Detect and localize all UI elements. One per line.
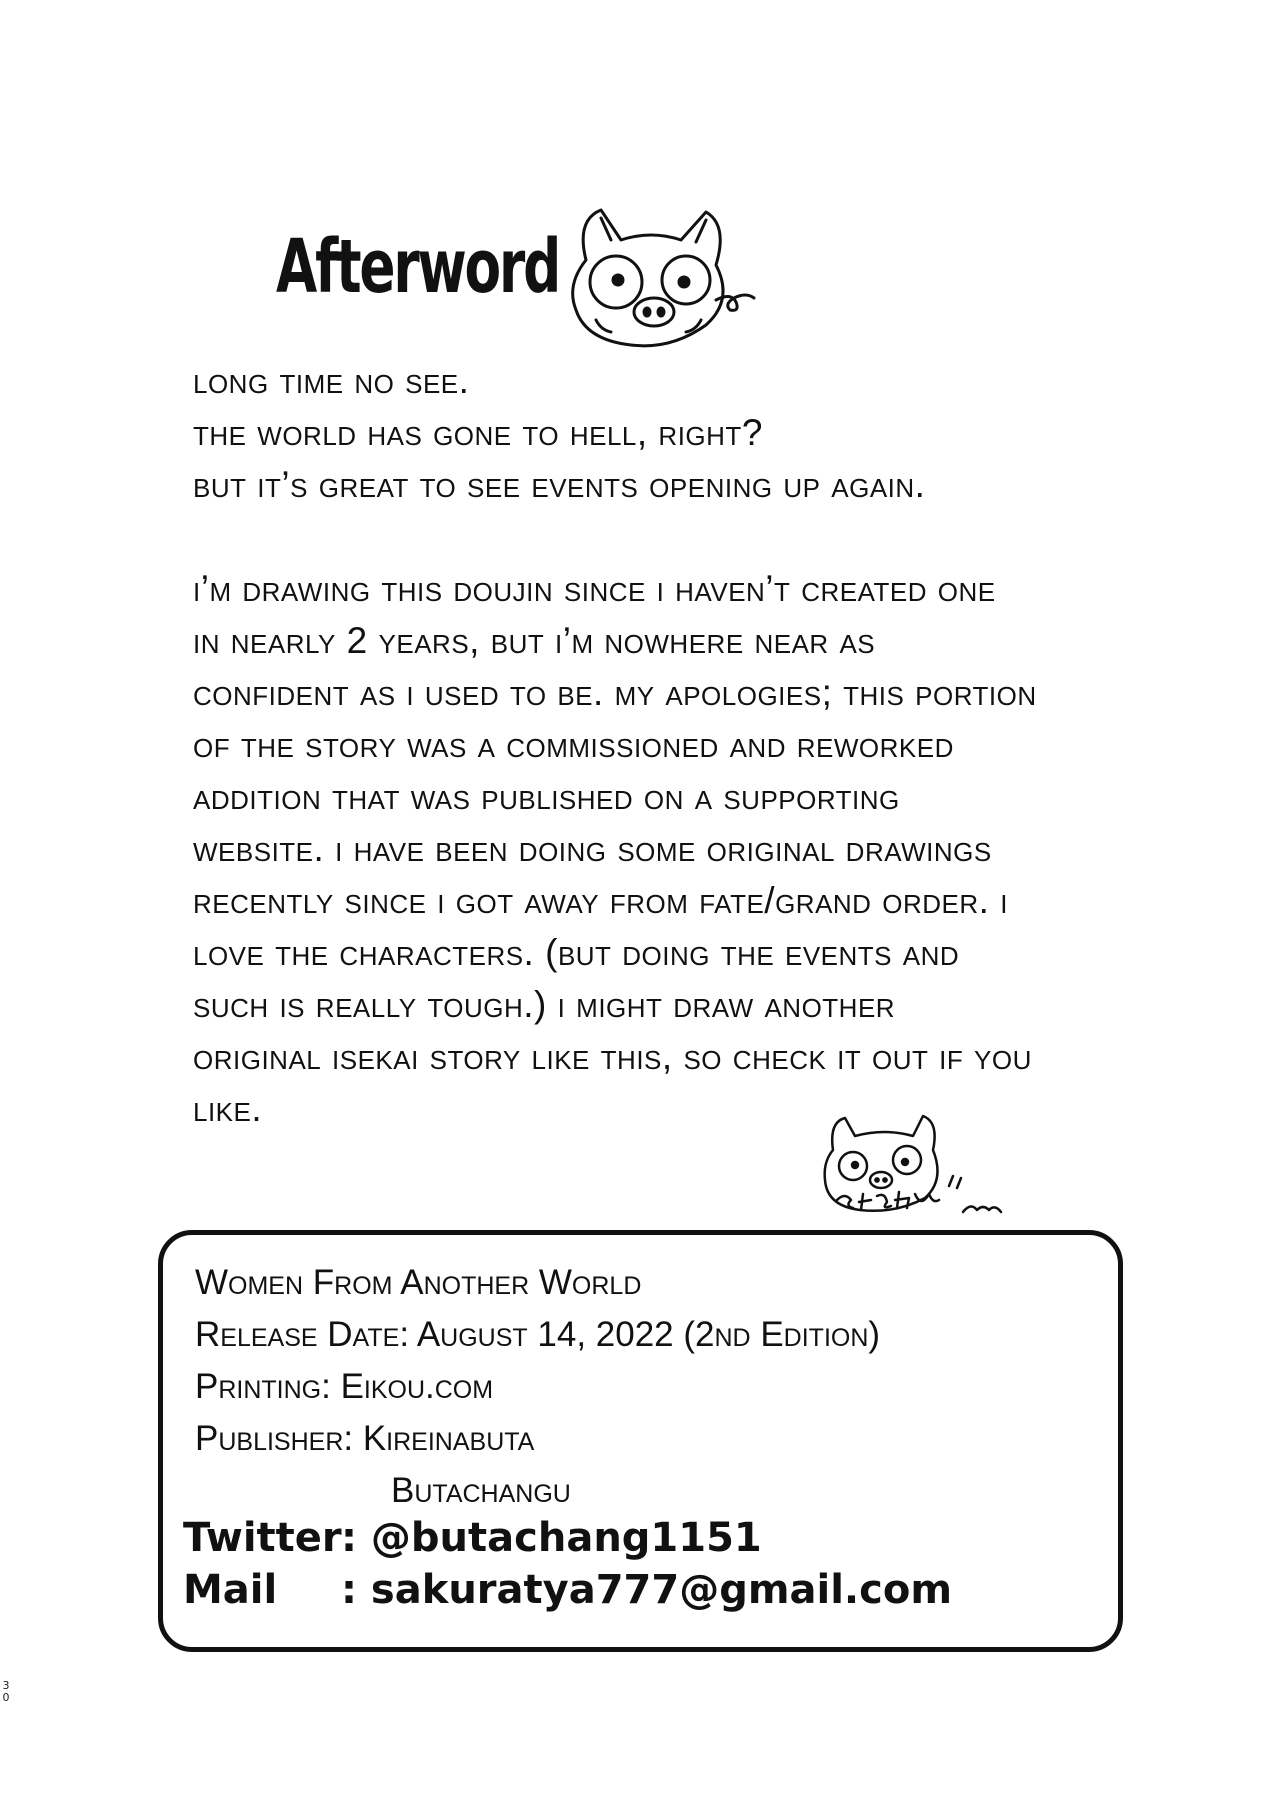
pig-signature-icon bbox=[815, 1110, 1065, 1220]
twitter-handle: : @butachang1151 bbox=[341, 1515, 762, 1561]
paragraph-gap bbox=[193, 511, 1183, 563]
printing-info: Printing: Eikou.com bbox=[195, 1367, 494, 1406]
page-number bbox=[2, 1680, 10, 1704]
contact-info bbox=[183, 1512, 952, 1616]
publisher-author: Butachangu bbox=[391, 1471, 571, 1510]
body-line: addition that was published on a supporting bbox=[193, 776, 900, 817]
mail-label: Mail bbox=[183, 1567, 278, 1613]
body-line: recently since i got away from fate/grand order. i bbox=[193, 880, 1008, 921]
page-number-digit: 3 bbox=[2, 1679, 10, 1692]
page-title: Afterword bbox=[276, 224, 560, 310]
heading bbox=[276, 200, 796, 360]
body-line: the world has gone to hell, right? bbox=[193, 412, 763, 453]
twitter-row bbox=[183, 1512, 952, 1564]
page-number-digit: 0 bbox=[2, 1691, 10, 1704]
body-line: but it’s great to see events opening up again. bbox=[193, 464, 926, 505]
body-line: original isekai story like this, so check it out if you bbox=[193, 1036, 1032, 1077]
body-line: in nearly 2 years, but i’m nowhere near as bbox=[193, 620, 876, 661]
afterword-body bbox=[193, 355, 1183, 1135]
body-line: love the characters. (but doing the events and bbox=[193, 932, 960, 973]
body-line: i’m drawing this doujin since i haven’t created one bbox=[193, 568, 996, 609]
body-line: long time no see. bbox=[193, 360, 470, 401]
body-line: such is really tough.) i might draw another bbox=[193, 984, 896, 1025]
body-line: website. i have been doing some original drawings bbox=[193, 828, 992, 869]
body-line: of the story was a commissioned and reworked bbox=[193, 724, 954, 765]
mail-address: : sakuratya777@gmail.com bbox=[341, 1567, 952, 1613]
publisher-info: Publisher: Kireinabuta bbox=[195, 1419, 535, 1458]
mail-row bbox=[183, 1564, 952, 1616]
colophon-details bbox=[195, 1257, 880, 1517]
body-line: like. bbox=[193, 1088, 263, 1129]
pig-face-icon bbox=[556, 200, 766, 360]
body-line: confident as i used to be. my apologies; this portion bbox=[193, 672, 1037, 713]
colophon-box bbox=[158, 1230, 1123, 1652]
book-title: Women From Another World bbox=[195, 1263, 642, 1302]
twitter-label: Twitter bbox=[183, 1515, 342, 1561]
release-date: Release Date: August 14, 2022 (2nd Edition) bbox=[195, 1315, 881, 1354]
